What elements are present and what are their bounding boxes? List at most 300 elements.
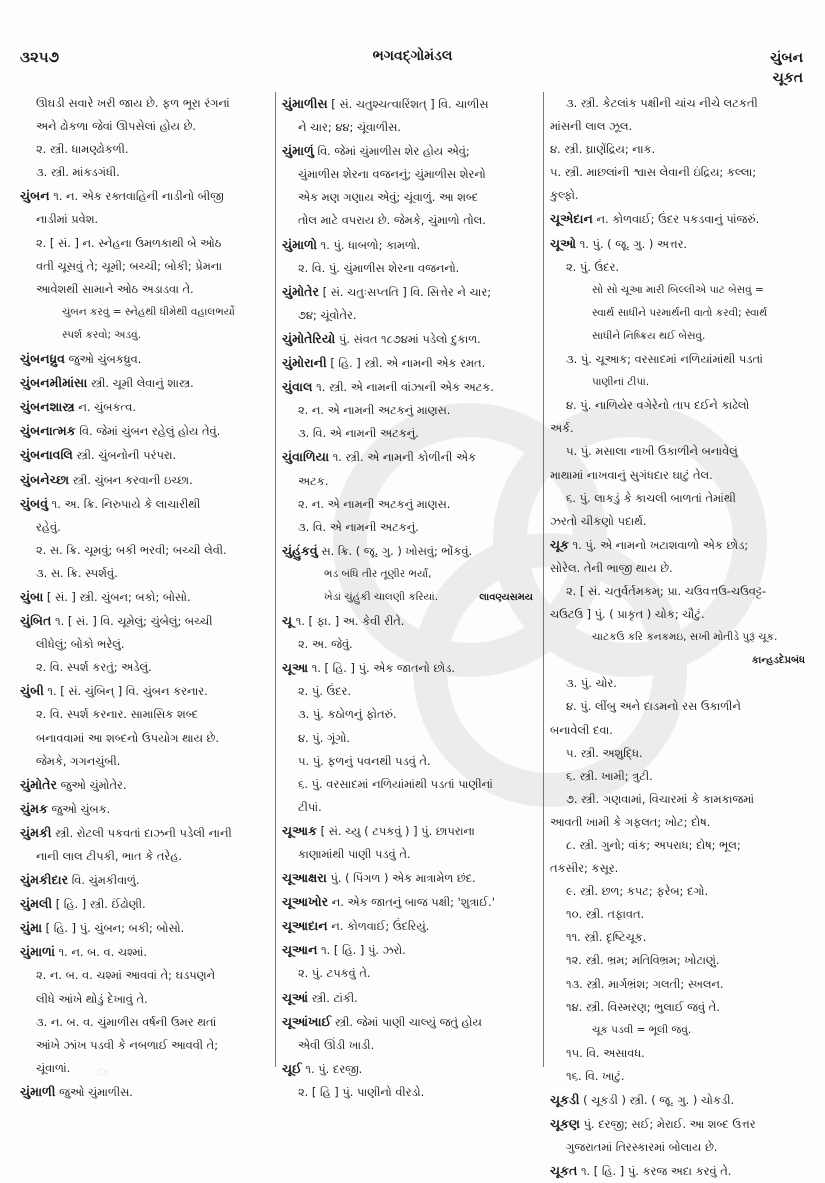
definition-text: ૨. પું. ઉંદર. — [566, 259, 620, 274]
entry-line — [282, 257, 537, 280]
definition-text: ૬. પું. વરસાદમાં નળિયાંમાંથી પડતાં પાણીનાં — [298, 776, 493, 791]
definition-text: ૧. ન. બ. વ. ચશ્માં. — [54, 945, 147, 960]
definition-text: [ સં. ] સ્ત્રી. ચુંબન; બકો; બોસો. — [43, 589, 191, 604]
dictionary-entry — [20, 419, 269, 443]
headword: ચુંબન — [20, 188, 50, 204]
entry-line — [20, 115, 269, 138]
entry-line — [20, 964, 269, 987]
definition-text: ૪. પું. નાળિયેર વગેરેનો તાપ દઈને કાઢેલો — [566, 398, 750, 413]
entry-line — [550, 394, 813, 417]
definition-text: ૯. સ્ત્રી. છળ; કપટ; ફરેબ; દગો. — [566, 884, 709, 899]
headword: ચૂકડી — [550, 1092, 580, 1108]
definition-text: ૨. [ હિ ] પું. પાણીનો વીરડો. — [298, 1084, 425, 1099]
definition-text: માથામાં નાખવાનું સુગંધદાર ઘાટું તેલ. — [550, 467, 713, 482]
definition-text: ૩. પું. ચોર. — [566, 676, 617, 691]
definition-text: [ હિ. ] સ્ત્રી. ઈંઢોણી. — [52, 897, 146, 912]
headword: ચુંમક — [20, 800, 48, 816]
definition-text: કાણામાંથી પાણી પડવું તે. — [298, 847, 411, 861]
definition-text: ઊઘડી સવારે ખરી જાય છે. ફળ ભૂરા રંગનાં — [36, 96, 230, 110]
definition-text: સ્ત્રી. ટાંકી. — [308, 990, 358, 1005]
definition-text: [ હિ. ] પું. ચુંબન; બકી; બોસો. — [42, 921, 185, 936]
entry-line — [550, 487, 813, 510]
headword: ચૂએદાન — [550, 211, 593, 227]
headword: ચુંબિત — [20, 613, 52, 629]
entry-line — [282, 680, 537, 703]
definition-text: માંસની લાલ ઝૂલ. — [550, 119, 633, 134]
entry-line — [282, 422, 537, 445]
entry-line — [20, 539, 269, 562]
entry-line — [550, 880, 813, 903]
dictionary-entry — [282, 539, 537, 563]
definition-text: જેમકે, ગગનચુંબી. — [36, 753, 121, 768]
definition-text: તોલ માટે વપરાય છે. જેમકે, ચુંમાળો તોલ. — [298, 213, 486, 228]
definition-text: જુઓ ચુંબક. — [47, 801, 111, 816]
headword: ચૂ — [282, 613, 293, 629]
headword: ચુંમોતેરિયો — [282, 330, 336, 346]
entry-line — [550, 1136, 813, 1159]
definition-text: આંખે ઝાંખ પડવી કે નબળાઈ આવવી તે; — [36, 1037, 219, 1052]
headword: ચુંબનધ્રુવ — [20, 351, 65, 367]
dictionary-entry — [20, 609, 269, 633]
headword: ચૂઓ — [550, 235, 577, 251]
headword: ચૂઆદાન — [282, 918, 328, 934]
dictionary-entry — [282, 327, 537, 351]
definition-text: લીધેલું; બોકો ભરેલું. — [36, 637, 125, 652]
definition-text: ૨. વિ. પું. ચુંમાળીસ શેરના વજનનો. — [298, 260, 460, 275]
entry-line — [282, 399, 537, 422]
entry-line — [282, 516, 537, 539]
definition-text: ઝરતો ચીકણો પદાર્થ. — [550, 513, 647, 528]
dictionary-entry — [20, 773, 269, 797]
headword: ચુંમલી — [20, 896, 53, 912]
citation-source: કાન્હડદેપ્રબંધ — [751, 655, 805, 667]
definition-text: નાડીમાં પ્રવેશ. — [36, 212, 99, 227]
entry-line — [282, 633, 537, 656]
entry-line — [20, 208, 269, 231]
definition-text: સોરેલ. તેની ભાજી થાય છે. — [550, 560, 673, 575]
definition-text: પાણીનાં ટીપાં. — [592, 376, 650, 389]
definition-text: ન. ચુંબકત્વ. — [74, 400, 136, 415]
entry-line — [550, 926, 813, 949]
entry-line — [550, 510, 813, 533]
definition-text: ૧૬. વિ. ખાટું. — [566, 1068, 625, 1083]
definition-text: ૫. પું. ફળનું પવનથી પડવું તે. — [298, 753, 431, 768]
headword: ચુંબનાત્મક — [20, 423, 76, 439]
dictionary-entry — [20, 468, 269, 492]
entry-line — [550, 603, 813, 626]
definition-text: ૩. વિ. એ નામની અટકનું. — [298, 426, 419, 441]
entry-line — [550, 580, 813, 603]
definition-text: ૭. સ્ત્રી. ગણવામાં, વિચારમાં કે કામકાજમાં — [566, 791, 754, 806]
headword: ચુંમકીદાર — [20, 872, 69, 888]
entry-line — [550, 857, 813, 880]
guide-word-last: ચૂકત — [772, 70, 803, 86]
entry-line — [550, 742, 813, 765]
entry-line — [20, 727, 269, 750]
definition-text: ૨. ન. એ નામની અટકનું માણસ. — [298, 403, 451, 418]
entry-line — [20, 750, 269, 773]
dictionary-entry — [282, 445, 537, 469]
page-number: ૩૨૫૭ — [20, 48, 60, 66]
dictionary-entry — [282, 233, 537, 257]
dictionary-entry — [20, 371, 269, 395]
definition-text: જુઓ ચુંબકધ્રુવ. — [64, 352, 142, 367]
entry-line — [20, 633, 269, 656]
definition-text: ચાટકઉ કરિ કનકમઇ, સખી મોતીડે પુરૂં ચૂક. — [592, 631, 778, 644]
headword: ચુંમોરાની — [282, 355, 327, 371]
definition-text: [ સં. ચ્યુ ( ટપકવું ) ] પું. છાપરાના — [317, 823, 475, 838]
definition-text: ૨. [ સં. ચતુર્વર્તમકમ્; પ્રા. ચઉવત્તઉ-ચઉવટ્ટ- — [566, 583, 767, 598]
entry-line — [20, 324, 269, 347]
entry-line — [550, 161, 813, 184]
entry-line — [282, 703, 537, 726]
definition-text: ૫. પું. મસાલા નાખી ઉકાળીને બનાવેલું — [566, 444, 738, 459]
entry-line — [282, 304, 537, 327]
definition-text: ૨. ન. એ નામની અટકનું માણસ. — [298, 496, 451, 511]
definition-text: ૧. પું. ધાબળો; કામળો. — [317, 237, 421, 252]
definition-text: ચઉટઉ ] પું. ( પ્રાકૃત ) ચોક; ચૌટું. — [550, 607, 705, 622]
headword: ચુંબા — [20, 588, 44, 604]
definition-text: વતી ચૂસવું તે; ચૂમી; બચ્ચી; બોકી; પ્રેમના — [36, 258, 223, 273]
definition-text: ૧૦. સ્ત્રી. તફાવત. — [566, 907, 645, 922]
definition-text: ચુંમાળીસ શેરના વજનનું; ચુંમાળીસ શેરનો — [298, 167, 486, 182]
dictionary-entry — [550, 533, 813, 557]
dictionary-entry — [282, 92, 537, 116]
entry-line — [20, 232, 269, 255]
entry-line — [550, 279, 813, 302]
headword: ચુંહુંકવું — [282, 542, 318, 558]
dictionary-entry — [282, 819, 537, 843]
definition-text: [ સં. ચતુશ્ચત્વારિંશત્ ] વિ. ચાળીસ — [327, 97, 489, 111]
entry-line — [282, 796, 537, 819]
definition-text: ૧૩. સ્ત્રી. માર્ગભ્રંશ; ગલતી; સ્ખલન. — [566, 976, 724, 991]
definition-text: ૧. [ સં. ચુંબિન્ ] વિ. ચુંબન કરનાર. — [43, 684, 208, 699]
definition-text: અર્ક. — [550, 421, 574, 436]
definition-text: સાધીને નિષ્ક્રિય થઈ બેસવું. — [592, 329, 706, 342]
dictionary-entry — [20, 797, 269, 821]
definition-text: ૭૪; ચૂંવોતેર. — [298, 307, 357, 322]
entry-line — [550, 649, 813, 672]
dictionary-entry — [20, 347, 269, 371]
headword: ચુંમોતેર — [20, 776, 57, 792]
definition-text: ખેડાં ચુંહુંકી ચાલણી કરિયાં. — [324, 590, 439, 603]
column-left — [14, 92, 276, 1099]
definition-text: ૨. પું. ઉંદર. — [298, 684, 352, 699]
entry-line — [282, 727, 537, 750]
definition-text: વિ. જેમાં ચુંમાળીસ શેર હોય એવું; — [313, 144, 470, 159]
dictionary-entry — [282, 938, 537, 962]
dictionary-entry — [20, 868, 269, 892]
definition-text: ૨. અ. જેવું. — [298, 637, 353, 652]
guide-words — [770, 48, 803, 88]
definition-text: ૨. ન. બ. વ. ચશ્માં આવવાં તે; ઘડપણને — [36, 968, 216, 983]
column-right — [544, 92, 819, 1179]
definition-text: ન. એક જાતનું બાજ પક્ષી; 'શુત્રાઈ.' — [328, 895, 495, 910]
entry-line — [550, 626, 813, 649]
headword: ચૂઈ — [282, 1060, 302, 1076]
entry-line — [550, 302, 813, 325]
definition-text: ૧. અ. ક્રિ. નિરુપાયે કે લાચારીથી — [48, 496, 201, 511]
definition-text: ૪. સ્ત્રી. ઘ્રાણેંદ્રિય; નાક. — [550, 142, 656, 157]
definition-text: ટીપાં. — [298, 799, 322, 814]
entry-line — [550, 256, 813, 279]
entry-line — [282, 773, 537, 796]
headword: ચૂઆં — [282, 989, 309, 1005]
definition-text: ૫. સ્ત્રી. માછલાંની શ્વાસ લેવાની ઇંદ્રિય; કલ્લા; — [550, 165, 757, 180]
dictionary-entry — [282, 656, 537, 680]
entry-line — [282, 116, 537, 139]
entry-line — [550, 949, 813, 972]
definition-text: ૨. વિ. સ્પર્શ કરતું; અડેલું. — [36, 660, 152, 675]
definition-text: સ્ત્રી. જેમાં પાણી ચાલ્યું જતું હોય — [331, 1014, 482, 1029]
dictionary-entry — [20, 940, 269, 964]
entry-line — [282, 962, 537, 985]
entry-line — [550, 325, 813, 348]
definition-text: ૧૫. વિ. અસાવધ. — [566, 1045, 645, 1060]
headword: ચુંમાળું — [282, 143, 314, 159]
definition-text: ચૂક પડવી = ભૂલી જવું. — [592, 1023, 692, 1036]
entry-line — [20, 656, 269, 679]
dictionary-entry — [282, 890, 537, 914]
definition-text: કુલ્ફો. — [550, 188, 579, 203]
headword: ચૂઆ — [282, 660, 309, 676]
headword: ચુંબવું — [20, 495, 49, 511]
headword: ચૂઆંખાઈ — [282, 1013, 332, 1029]
definition-text: સ. ક્રિ. ( જૂ. ગુ. ) ખોસવું; ભોંકવું. — [317, 543, 473, 558]
headword: ચુંમા — [20, 920, 43, 936]
entry-line — [550, 115, 813, 138]
dictionary-entry — [282, 139, 537, 163]
definition-text: ૧૨. સ્ત્રી. ભ્રમ; મતિવિભ્રમ; ખોટાણું. — [566, 953, 720, 968]
headword: ચુંબનાવલિ — [20, 447, 73, 463]
entry-line — [20, 161, 269, 184]
entry-line — [282, 1081, 537, 1104]
entry-line — [550, 996, 813, 1019]
entry-line — [550, 1065, 813, 1088]
headword: ચુંબનશાસ્ત્ર — [20, 399, 75, 415]
definition-text: બનાવેલી દવા. — [550, 722, 613, 737]
entry-line — [550, 695, 813, 718]
dictionary-entry — [20, 585, 269, 609]
headword: ચુંબનેચ્છા — [20, 471, 70, 487]
definition-text: ૩. સ. ક્રિ. સ્પર્શવું. — [36, 565, 118, 580]
citation-source: લાવણ્યસમય — [479, 591, 533, 603]
dictionary-entry — [282, 1057, 537, 1081]
dictionary-entry — [550, 1088, 813, 1112]
headword: ચુંવાળિયા — [282, 449, 330, 465]
headword: ચુંમોતેર — [282, 283, 319, 299]
headword: ચુંમાળો — [282, 236, 318, 252]
definition-text: સો સો ચૂઆ મારી બિલ્લીએ પાટ બેસવું = — [592, 283, 764, 296]
definition-text: નાની લાલ ટીપકી, ભાત કે તરેહ. — [36, 849, 182, 863]
entry-line — [282, 163, 537, 186]
headword: ચૂક — [550, 536, 569, 552]
entry-line — [20, 562, 269, 585]
definition-text: ૪. પું. લીંબુ અને દાડમનો રસ ઉકાળીને — [566, 699, 741, 714]
entry-line — [20, 301, 269, 324]
entry-line — [20, 703, 269, 726]
headword: ચુંબી — [20, 683, 44, 699]
headword: ચૂકણ — [550, 1116, 580, 1132]
dictionary-entry — [20, 443, 269, 467]
definition-text: ૨. સ. ક્રિ. ચૂમવું; બકી ભરવી; બચ્ચી લેવી. — [36, 542, 227, 557]
definition-text: લીધે આંખે થોડું દેખાવું તે. — [36, 991, 148, 1006]
definition-text: અટક. — [298, 473, 329, 488]
entry-line — [550, 788, 813, 811]
dictionary-entry — [550, 1112, 813, 1136]
entry-line — [550, 138, 813, 161]
definition-text: ૧. સ્ત્રી. એ નામની કોળીની એક — [329, 450, 477, 465]
definition-text: સ્ત્રી. ચુંબન કરવાની ઇચ્છા. — [69, 472, 193, 487]
definition-text: ભડ બંધિ તીર તૂણીર ભર્યાં, — [324, 567, 432, 580]
definition-text: પું. ( પિંગળ ) એક માત્રામેળ છંદ. — [326, 871, 476, 886]
definition-text: [ હિ. ] સ્ત્રી. એ નામની એક રમત. — [326, 356, 486, 371]
definition-text: ૧૪. સ્ત્રી. વિસ્મરણ; ભુલાઈ જવું તે. — [566, 999, 720, 1014]
definition-text: ગુજરાતમાં તિરસ્કારમાં બોલાય છે. — [566, 1140, 718, 1155]
definition-text: સ્પર્શ કરવો; અડવું. — [62, 328, 142, 341]
entry-line — [550, 1042, 813, 1065]
headword: ચુંમાળી — [20, 1083, 56, 1099]
headword: ચૂઆખોર — [282, 894, 329, 910]
entry-line — [550, 464, 813, 487]
guide-word-first: ચુંબન — [770, 50, 803, 66]
headword: ચૂઆક્ષરા — [282, 870, 327, 886]
headword: ચુંમાળીસ — [282, 96, 328, 111]
entry-line — [550, 973, 813, 996]
entry-line — [550, 557, 813, 580]
definition-text: ને ચાર; ૪૪; ચૂંવાળીસ. — [298, 120, 401, 135]
dictionary-entry — [282, 914, 537, 938]
definition-text: ૩. ન. બ. વ. ચુંમાળીસ વર્ષની ઉમર થતાં — [36, 1014, 217, 1029]
dictionary-entry — [282, 866, 537, 890]
page-header — [0, 48, 825, 94]
definition-text: ૩. વિ. એ નામની અટકનું. — [298, 519, 419, 534]
definition-text: ૧. સ્ત્રી. એ નામની વાંઝાની એક અટક. — [312, 380, 494, 395]
entry-line — [550, 92, 813, 115]
definition-text: ૮. સ્ત્રી. ગુનો; વાંક; અપરાધ; દોષ; ભૂલ; — [566, 838, 741, 852]
headword: ચૂઆન — [282, 942, 318, 958]
definition-text: એક મણ ગણાય એવું; ચૂંવાળું. આ શબ્દ — [298, 190, 479, 205]
definition-text: ૨. પું. ટપકવું તે. — [298, 966, 371, 981]
definition-text: વિ. ચુંમકીવાળું. — [68, 873, 140, 888]
headword: ચુંબનમીમાંસા — [20, 375, 88, 391]
dictionary-entry — [20, 679, 269, 703]
dictionary-entry — [282, 351, 537, 375]
dictionary-entry — [550, 1159, 813, 1183]
entry-line — [550, 371, 813, 394]
definition-text: ૧. [ ફા. ] અ. કેવી રીતે. — [292, 614, 405, 629]
entry-line — [550, 184, 813, 207]
definition-text: સ્ત્રી. રોટલી પકવતાં દાઝની પડેલી નાની — [51, 825, 232, 840]
dictionary-entry — [20, 916, 269, 940]
entry-line — [282, 493, 537, 516]
definition-text: [ સં. ચતુઃસપ્તતિ ] વિ. સિત્તેર ને ચાર; — [318, 284, 492, 299]
definition-text: ૧. [ હિ. ] પું. કરજ અદા કરવું તે. — [577, 1164, 732, 1179]
dictionary-entry — [282, 609, 537, 633]
entry-line — [550, 417, 813, 440]
entry-line — [20, 92, 269, 115]
entry-line — [282, 843, 537, 866]
headword: ચૂકત — [550, 1163, 578, 1179]
dictionary-columns — [14, 92, 819, 1179]
headword: ચૂઆક — [282, 822, 317, 838]
headword: ચુંમાળાં — [20, 944, 55, 960]
definition-text: ૨. સ્ત્રી. ધામણ્ઢોકળી. — [36, 142, 129, 157]
definition-text: ૩. સ્ત્રી. કેટલાંક પક્ષીની ચાંચ નીચે લટકતી — [566, 96, 758, 110]
definition-text: વિ. જેમાં ચુંબન રહેલું હોય તેવું. — [75, 424, 221, 439]
entry-line — [550, 811, 813, 834]
definition-text: જુઓ ચુંમાળીસ. — [55, 1084, 133, 1099]
definition-text: ચૂંવાળાં. — [36, 1060, 71, 1075]
definition-text: પું. સંવત ૧૮૭૪માં પડેલો દુકાળ. — [335, 331, 481, 346]
dictionary-entry — [20, 395, 269, 419]
dictionary-entry — [20, 1080, 269, 1104]
headword: ચુંવાલ — [282, 379, 313, 395]
definition-text: ૩. પું. કઠોળનું ફોતરું. — [298, 707, 397, 722]
definition-text: ૬. સ્ત્રી. ખામી; ત્રુટી. — [566, 768, 653, 783]
entry-line — [20, 278, 269, 301]
entry-line — [20, 255, 269, 278]
column-middle — [276, 92, 544, 1099]
definition-text: ( ચૂકડી ) સ્ત્રી. ( જૂ. ગુ. ) ચોકડી. — [579, 1093, 735, 1108]
entry-line — [20, 1034, 269, 1057]
definition-text: પું. દરજી; સઈ; મેરાઈ. આ શબ્દ ઉત્તર — [579, 1117, 756, 1132]
entry-line — [282, 186, 537, 209]
entry-line — [20, 138, 269, 161]
entry-line — [20, 1057, 269, 1080]
definition-text: ૧૧. સ્ત્રી. દૃષ્ટિચૂક. — [566, 930, 647, 945]
definition-text: તકસીર; કસૂર. — [550, 861, 619, 876]
definition-text: અને ઢોકળા જેવાં ઊપસેલાં હોય છે. — [36, 119, 196, 134]
definition-text: રહેવું. — [36, 519, 61, 534]
definition-text: આવતી ખામી કે ગફલત; ખોટ; દોષ. — [550, 814, 711, 829]
definition-text: ૧. [ હિ. ] પું. એક જાતનો છોડ. — [308, 661, 456, 676]
definition-text: ચુંબન કરવું = સ્નેહથી ધીમેથી વહાલભર્યો — [62, 305, 235, 318]
entry-line — [20, 988, 269, 1011]
dictionary-entry — [282, 986, 537, 1010]
dictionary-entry — [20, 492, 269, 516]
definition-text: ૧. પું. ( જૂ. ગુ. ) અત્તર. — [576, 236, 688, 251]
entry-line — [550, 765, 813, 788]
entry-line — [550, 834, 813, 857]
definition-text: ૧. પું. એ નામનો ખટાશવાળો એક છોડ; — [568, 537, 749, 552]
definition-text: ૬. પું. લાકડું કે કાચલી બાળતાં તેમાંથી — [566, 490, 736, 505]
entry-line — [282, 470, 537, 493]
definition-text: ૨. વિ. સ્પર્શ કરનાર. સામાસિક શબ્દ — [36, 707, 198, 722]
definition-text: ૧. પું. દરજી. — [301, 1061, 363, 1076]
entry-line — [282, 750, 537, 773]
definition-text: સ્વાર્થ સાધીને પરમાર્થની વાતો કરવી; સ્વાર્થ — [592, 306, 768, 319]
entry-line — [550, 719, 813, 742]
entry-line — [550, 440, 813, 463]
definition-text: ન. કોળવાઈ; ઉંદર પકડવાનું પાંજરું. — [592, 212, 760, 227]
stray-mark: ઃ — [98, 1068, 108, 1078]
entry-line — [282, 586, 537, 609]
definition-text: ૧. [ હિ. ] પું. ઝરો. — [317, 943, 406, 958]
entry-line — [20, 845, 269, 868]
definition-text: બનાવવામાં આ શબ્દનો ઉપયોગ થાય છે. — [36, 730, 219, 745]
entry-line — [550, 903, 813, 926]
entry-line — [282, 563, 537, 586]
dictionary-entry — [20, 892, 269, 916]
entry-line — [20, 1011, 269, 1034]
entry-line — [550, 1019, 813, 1042]
definition-text: ૩. પું. ચૂઆક; વરસાદમાં નળિયાંમાંથી પડતાં — [566, 352, 763, 367]
dictionary-entry — [282, 375, 537, 399]
definition-text: આવેશથી સામાને ઓઠ અડાડવા તે. — [36, 281, 194, 296]
definition-text: સ્ત્રી. ચૂમી લેવાનું શાસ્ત્ર. — [87, 376, 194, 391]
definition-text: એવી ઊંડી ખાડી. — [298, 1037, 375, 1052]
